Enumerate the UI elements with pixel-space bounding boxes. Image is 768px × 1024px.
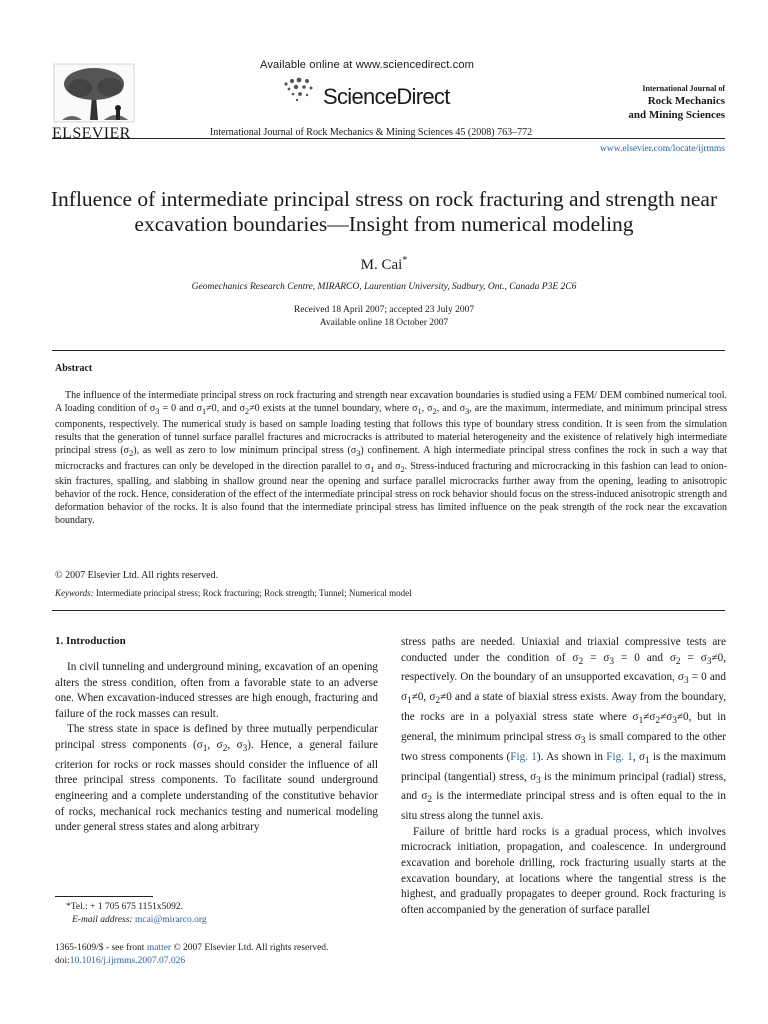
fig1-link-2[interactable]: Fig. 1 <box>606 750 633 763</box>
author-affiliation: Geomechanics Research Centre, MIRARCO, Laurentian University, Sudbury, Ont., Canada P3E 2C6 <box>191 282 577 292</box>
keywords-label: Keywords: <box>55 588 94 598</box>
doi-line <box>55 955 328 968</box>
available-online-text[interactable]: Available online at www.sciencedirect.com <box>260 59 475 71</box>
intro-left-column <box>55 660 378 836</box>
intro-paragraph-2: The stress state in space is defined by three mutually perpendicular principal stress components ($\sigma_1$, $\sigma_2$, $\sigma_3$). Hence, a general failure criterion for rocks or rock masses should consider the influence of all three principal stress components. To facilitate sound underground engineering and a complete understanding of the constitutive behavior of rocks, mechanical rock mechanics testing and numerical modeling under general stress states and along arbitrary <box>55 723 378 834</box>
issn-prefix: 1365-1609/$ - see front <box>55 943 147 953</box>
keywords-line <box>55 588 412 598</box>
footnote-email <box>72 915 207 925</box>
abstract-heading: Abstract <box>55 363 93 374</box>
abstract-top-rule <box>52 350 725 351</box>
header-rule <box>52 138 725 139</box>
section-heading: 1. Introduction <box>55 635 126 647</box>
journal-title-small: International Journal of <box>642 84 725 93</box>
available-date: Available online 18 October 2007 <box>319 318 449 328</box>
publisher-name: ELSEVIER <box>52 125 131 142</box>
journal-title-line2: and Mining Sciences <box>628 109 725 121</box>
author-name: M. Cai <box>360 257 403 273</box>
abstract-copyright: © 2007 Elsevier Ltd. All rights reserved. <box>55 570 219 581</box>
footnote-rule <box>55 896 153 897</box>
abstract-text: The influence of the intermediate principal stress on rock fracturing and strength near excavation boundaries is studied using a FEM/ DEM combined numerical tool. A loading condition of $\sigma_3 = 0$ and $\sigma_1\ne 0$, and $\sigma_2\ne 0$ exists at the tunnel boundary, where $\sigma_1$, $\sigma_2$, and $\sigma_3$, are the maximum, intermediate, and minimum principal stress components, respectively. The numerical study is based on sample loading testing that follows this type of boundary stress condition. It is seen from the simulation results that the generation of tunnel surface parallel fractures and microcracks is attributed to material heterogeneity and the existence of relatively high intermediate principal stress $(\sigma_2)$, as well as zero to low minimum principal stress $(\sigma_3)$ confinement. A high intermediate principal stress confines the rock in such a way that microcracks and fractures can only be developed in the direction parallel to $\sigma_1$ and $\sigma_2$. Stress-induced fracturing and microcracking in this fashion can lead to onion-skin fractures, spalling, and slabbing in shallow ground near the opening and surface parallel microcracks further away from the opening, leading to anisotropic behavior of the rock. Hence, consideration of the effect of the intermediate principal stress on rock behavior should focus on the stress-induced anisotropic strength and deformation behavior of the rocks. It is also found that the intermediate principal stress has limited influence on the peak strength of the rock near the excavation boundary. <box>55 390 727 527</box>
journal-title-line1: Rock Mechanics <box>647 95 725 107</box>
elsevier-tree-logo <box>52 62 136 134</box>
issn-block <box>55 942 328 968</box>
sciencedirect-logo-icon <box>280 76 320 106</box>
front-matter-link[interactable]: matter <box>146 943 172 953</box>
doi-link[interactable]: 10.1016/j.ijrmms.2007.07.026 <box>69 956 186 966</box>
article-dates <box>0 304 768 330</box>
abstract-bottom-rule <box>52 610 725 611</box>
keywords-list: Intermediate principal stress; Rock fracturing; Rock strength; Tunnel; Numerical model <box>95 588 412 598</box>
journal-title <box>595 94 725 122</box>
issn-suffix: © 2007 Elsevier Ltd. All rights reserved. <box>171 943 329 953</box>
intro-right-column <box>401 635 726 918</box>
email-label: E-mail address: <box>72 915 133 925</box>
journal-url-link[interactable]: www.elsevier.com/locate/ijrmms <box>600 144 725 154</box>
received-dates: Received 18 April 2007; accepted 23 July 2007 <box>293 305 475 315</box>
article-title: Influence of intermediate principal stress on rock fracturing and strength near excavation boundaries—Insight from numerical modeling <box>50 187 718 236</box>
journal-citation: International Journal of Rock Mechanics & Mining Sciences 45 (2008) 763–772 <box>209 127 533 138</box>
doi-prefix: doi: <box>55 956 70 966</box>
fig1-link[interactable]: Fig. 1 <box>510 750 537 763</box>
issn-line <box>55 942 328 955</box>
footnote-telephone: *Tel.: + 1 705 675 1151x5092. <box>66 902 184 912</box>
email-link[interactable]: mcai@mirarco.org <box>134 915 207 925</box>
sciencedirect-wordmark: ScienceDirect <box>323 84 450 109</box>
author-line <box>0 255 768 274</box>
intro-paragraph-2-continued: stress paths are needed. Uniaxial and triaxial compressive tests are conducted under the condition of $\sigma_2 = \sigma_3 = 0$ and $\sigma_2 = \sigma_3\ne 0$, respectively. On the boundary of an unsupported excavation, $\sigma_3 = 0$ and $\sigma_1\ne 0$, $\sigma_2\ne 0$ and a state of biaxial stress exists. Away from the boundary, the rocks are in a polyaxial stress state where $\sigma_1\ne\sigma_2\ne\sigma_3\ne 0$, but in general, the minimum principal stress $\sigma_3$ is small compared to the other two stress components (Fig. 1). As shown in Fig. 1, $\sigma_1$ is the maximum principal (tangential) stress, $\sigma_3$ is the minimum principal (radial) stress, and $\sigma_2$ is the intermediate principal stress and is often equal to the in situ stress along the tunnel axis. <box>401 636 727 823</box>
intro-paragraph-1: In civil tunneling and underground mining, excavation of an opening alters the stress condition, often from a favorable state to an adverse one. When excavation-induced stresses are high enough, fracturing and failure of the rock masses can result. <box>55 661 378 720</box>
intro-paragraph-3: Failure of brittle hard rocks is a gradual process, which involves microcrack initiation, propagation, and coalescence. In underground excavation and borehole drilling, rock fracturing usually starts at the excavation boundary, at locations where the tangential stress is the highest, and gradually propagates to deeper ground. Rock fracturing is often accompanied by the generation of surface parallel <box>401 825 726 916</box>
author-footnote-mark[interactable]: * <box>402 255 408 266</box>
